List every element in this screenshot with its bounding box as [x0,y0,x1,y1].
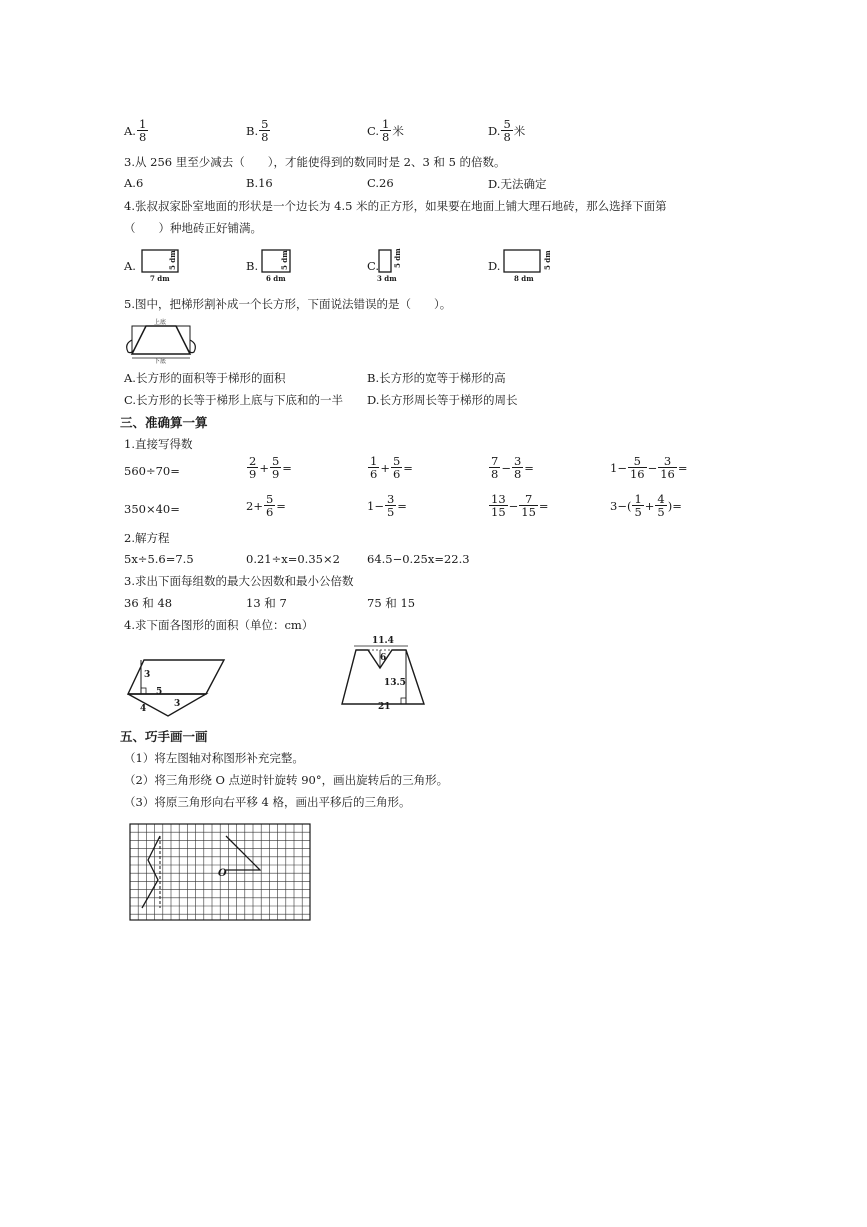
calc-r1c2: $\frac{2}{9}$ + $\frac{5}{9}$ = [249,454,292,482]
q5-option-a[interactable]: A.长方形的面积等于梯形的面积 [124,371,286,385]
q2-option-b[interactable]: B. $\frac{5}{8}$ [246,117,269,145]
q2-options [124,118,525,143]
q5-figure: 上底 下底 [124,316,204,364]
q3-option-b[interactable]: B.16 [246,176,273,190]
sub-4-title: 4.求下面各图形的面积（单位：cm） [124,618,314,632]
pair-1: 36 和 48 [124,596,173,610]
pair-2: 13 和 7 [246,596,287,610]
area-figure-2: 11.4 6 13.5 21 [340,636,440,712]
sub-2-title: 2.解方程 [124,531,170,545]
q3-option-d[interactable]: D.无法确定 [488,177,547,191]
section-5-title: 五、巧手画一画 [120,729,208,744]
tile-rect-icon [502,248,566,284]
section-3-title: 三、准确算一算 [120,415,208,430]
q4-text-line1: 4.张叔叔家卧室地面的形状是一个边长为 4.5 米的正方形，如果要在地面上铺大理石地砖，那么选择下面第 [124,199,667,213]
q5-option-c[interactable]: C.长方形的长等于梯形上底与下底和的一半 [124,393,344,407]
calc-r1c5: 1− $\frac{5}{16}$ − $\frac{3}{16}$ = [610,454,688,482]
notched-trapezoid-figure [340,636,440,712]
q4-option-c[interactable]: C. 3 dm 5 dm [367,248,447,284]
calc-r2c3: 1− $\frac{3}{5}$ = [367,492,407,520]
sub-3-title: 3.求出下面每组数的最大公因数和最小公倍数 [124,574,354,588]
calc-r1c3: $\frac{1}{6}$ + $\frac{5}{6}$ = [370,454,413,482]
drawing-grid[interactable] [128,822,314,924]
calc-r2c2: 2+ $\frac{5}{6}$ = [246,492,286,520]
sub-1-title: 1.直接写得数 [124,437,193,451]
calc-r2c4: $\frac{13}{15}$ − $\frac{7}{15}$ = [491,492,549,520]
equation-1: 5x÷5.6=7.5 [124,552,194,566]
q5-option-d[interactable]: D.长方形周长等于梯形的周长 [367,393,518,407]
q4-option-b[interactable]: B. 6 dm 5 dm [246,248,326,284]
calc-r2c5: 3−( $\frac{1}{5}$ + $\frac{4}{5}$ )= [610,492,682,520]
q2-option-c[interactable]: C. $\frac{1}{8}$ 米 [367,117,404,145]
q3-text: 3.从 256 里至少减去（ ），才能使得到的数同时是 2、3 和 5 的倍数。 [124,155,506,169]
area-figure-1: 3 5 4 3 [124,652,234,720]
fraction: $\frac{5}{8}$ [261,117,269,145]
q5-option-b[interactable]: B.长方形的宽等于梯形的高 [367,371,506,385]
pair-3: 75 和 15 [367,596,416,610]
q4-option-d[interactable]: D. 8 dm 5 dm [488,248,568,284]
q4-text-line2: （ ）种地砖正好铺满。 [124,221,262,235]
draw-item-1: （1）将左图轴对称图形补充完整。 [124,751,304,765]
q5-text: 5.图中，把梯形割补成一个长方形，下面说法错误的是（ ）。 [124,297,452,311]
calc-r2c1: 350×40= [124,502,180,516]
calc-r1c4: $\frac{7}{8}$ − $\frac{3}{8}$ = [491,454,534,482]
equation-2: 0.21÷x=0.35×2 [246,552,340,566]
fraction: $\frac{5}{8}$ [503,117,511,145]
draw-item-3: （3）将原三角形向右平移 4 格，画出平移后的三角形。 [124,795,411,809]
q4-option-a[interactable]: A. 7 dm 5 dm [124,248,204,284]
q2-option-d[interactable]: D. $\frac{5}{8}$ 米 [488,117,526,145]
point-o-label: O [218,868,227,879]
q3-option-c[interactable]: C.26 [367,176,394,190]
q3-option-a[interactable]: A.6 [124,176,144,190]
draw-item-2: （2）将三角形绕 O 点逆时针旋转 90°，画出旋转后的三角形。 [124,773,449,787]
fraction: $\frac{1}{8}$ [138,117,147,145]
equation-3: 64.5−0.25x=22.3 [367,552,470,566]
calc-r1c1: 560÷70= [124,464,180,478]
q2-option-a[interactable]: A. $\frac{1}{8}$ [124,117,147,145]
fraction: $\frac{1}{8}$ [382,117,390,145]
